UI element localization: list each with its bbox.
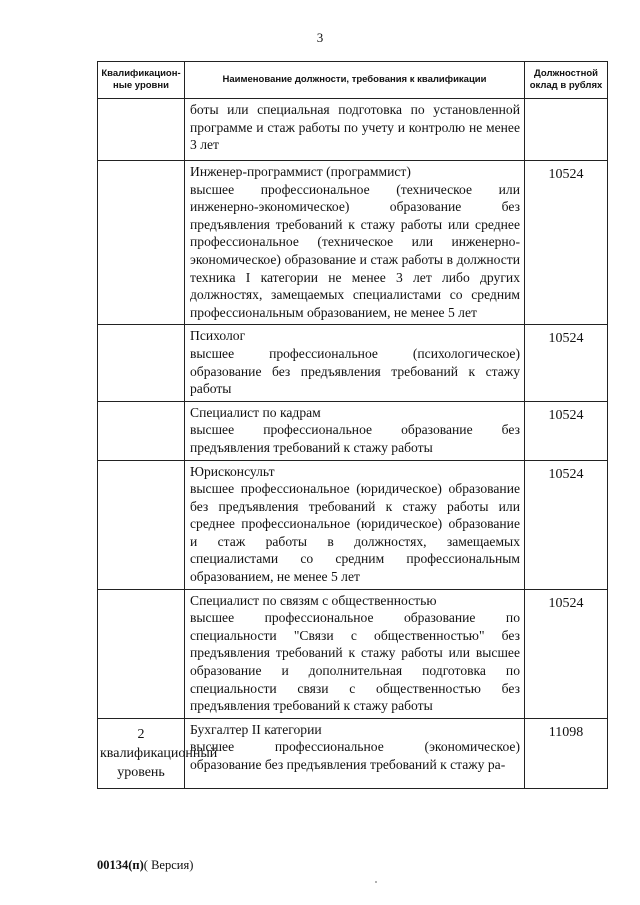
row-description [185,460,525,589]
row-level [98,589,185,718]
row-salary: 11098 [525,718,608,788]
row-position-title: Инженер-программист (программист) [190,164,411,179]
table-row [98,460,608,589]
table-row [98,161,608,325]
row-description [185,99,525,161]
row-position-title: Специалист по кадрам [190,404,321,420]
document-code: 00134(п) [97,858,144,872]
row-salary: 10524 [525,401,608,460]
row-description [185,325,525,401]
row-level [98,325,185,401]
row-description [185,401,525,460]
row-requirements: высшее профессиональное образование по специальности "Связи с общественностью" без предъявления требований к стажу работы или высшее образование и дополнительная подготовка по специальности связи с общественностью без предъявления требований к стажу работы [190,610,520,714]
row-salary [525,99,608,161]
header-level: Квалификацион-ные уровни [98,62,185,99]
row-description [185,718,525,788]
row-level [98,460,185,589]
row-position-title: Специалист по связям с общественностью [190,592,437,608]
qualification-table [97,61,608,789]
document-footer [97,858,193,873]
row-requirements: высшее профессиональное образование без предъявления требований к стажу работы [190,422,520,455]
header-salary: Должностной оклад в рублях [525,62,608,99]
table-row [98,99,608,161]
row-position-title: Бухгалтер II категории [190,721,322,737]
row-requirements: высшее профессиональное (психологическое) образование без предъявления требований к стажу работы [190,345,520,397]
row-position-title: Юрисконсульт [190,463,275,479]
row-requirements: боты или специальная подготовка по установленной программе и стаж работы по учету и контролю не менее 3 лет [190,102,520,153]
row-requirements: высшее профессиональное (юридическое) образование без предъявления требований к стажу работы или среднее профессиональное (юридическое) образование и стаж работы в должностях, замещаемых специалистами со средним профессиональным образованием, не менее 5 лет [190,481,520,585]
table-row [98,325,608,401]
row-salary: 10524 [525,460,608,589]
row-level [98,99,185,161]
row-position-title: Психолог [190,328,246,344]
row-description [185,589,525,718]
row-requirements: высшее профессиональное (экономическое) образование без предъявления требований к стажу ра- [190,739,520,772]
table-row [98,401,608,460]
row-requirements: высшее профессиональное (техническое или инженерно-экономическое) образование без предъявления требований к стажу работы или среднее профессиональное (техническое или инженерно-экономическое) образование и стаж работы в должности техника I категории не менее 3 лет либо других должностях, замещаемых специалистами со средним профессиональным образованием, не менее 5 лет [190,181,520,320]
document-version: ( Версия) [143,858,194,872]
header-position: Наименование должности, требования к квалификации [185,62,525,99]
scan-speck [375,881,377,883]
row-level [98,401,185,460]
row-salary: 10524 [525,589,608,718]
row-salary: 10524 [525,325,608,401]
page-number: 3 [316,30,324,45]
table-row [98,589,608,718]
row-salary: 10524 [525,161,608,325]
row-level: 2 квалификационный уровень [98,718,185,788]
table-header-row [98,62,608,99]
row-description [185,161,525,325]
row-level [98,161,185,325]
table-row [98,718,608,788]
